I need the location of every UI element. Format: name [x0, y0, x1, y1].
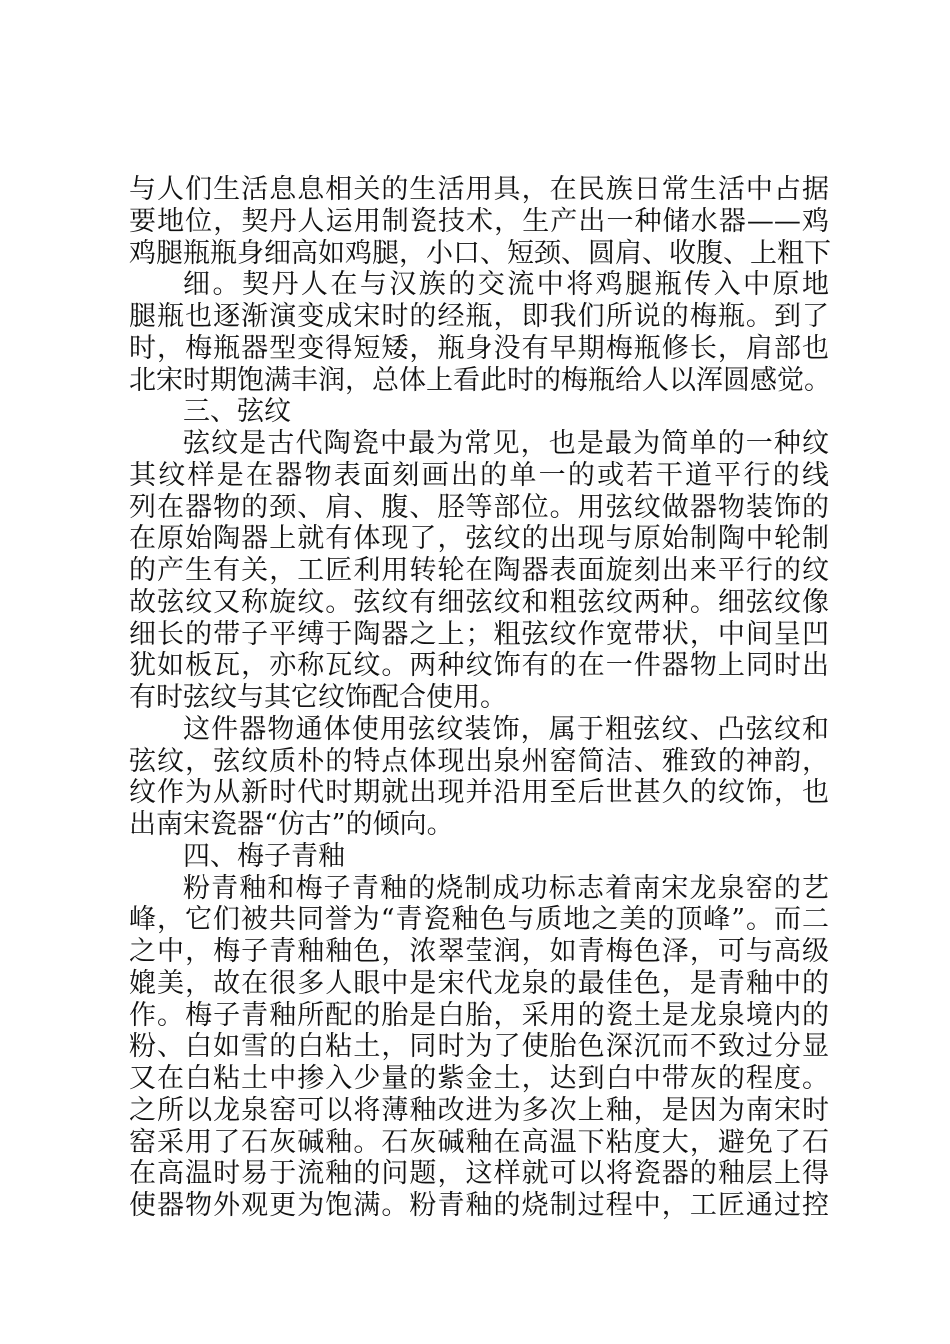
- text-line: 纹作为从新时代时期就出现并沿用至后世甚久的纹饰，也: [129, 777, 829, 809]
- text-line: 粉青釉和梅子青釉的烧制成功标志着南宋龙泉窑的艺: [183, 872, 829, 904]
- text-line: 媲美，故在很多人眼中是宋代龙泉的最佳色，是青釉中的: [129, 967, 829, 999]
- text-line: 弦纹是古代陶瓷中最为常见，也是最为简单的一种纹: [183, 428, 829, 459]
- text-line: 窑采用了石灰碱釉。石灰碱釉在高温下粘度大，避免了石: [129, 1126, 829, 1158]
- text-line: 峰，它们被共同誉为“青瓷釉色与质地之美的顶峰”。而二: [129, 904, 829, 936]
- text-line: 在原始陶器上就有体现了，弦纹的出现与原始制陶中轮制: [129, 523, 829, 555]
- text-line: 鸡腿瓶瓶身细高如鸡腿，小口、短颈、圆肩、收腹、上粗下: [129, 237, 831, 269]
- text-line: 出南宋瓷器“仿古”的倾向。: [129, 809, 454, 840]
- text-line: 粉、白如雪的白粘土，同时为了使胎色深沉而不致过分显: [129, 1031, 829, 1063]
- text-line: 要地位，契丹人运用制瓷技术，生产出一种储水器——鸡: [129, 205, 829, 237]
- text-line: 细长的带子平缚于陶器之上；粗弦纹作宽带状，中间呈凹: [129, 618, 829, 650]
- text-line: 又在白粘土中掺入少量的紫金土，达到白中带灰的程度。: [129, 1063, 829, 1094]
- text-line: 犹如板瓦，亦称瓦纹。两种纹饰有的在一件器物上同时出: [129, 650, 829, 682]
- body-text: [129, 174, 829, 1222]
- text-line: 北宋时期饱满丰润，总体上看此时的梅瓶给人以浑圆感觉。: [129, 364, 831, 396]
- text-line: 弦纹，弦纹质朴的特点体现出泉州窑简洁、雅致的神韵，: [129, 745, 829, 777]
- text-line: 有时弦纹与其它纹饰配合使用。: [129, 682, 507, 713]
- text-line: 作。梅子青釉所配的胎是白胎，采用的瓷土是龙泉境内的: [129, 999, 829, 1031]
- text-line: 其纹样是在器物表面刻画出的单一的或若干道平行的线: [129, 459, 829, 491]
- text-line: 之中，梅子青釉釉色，浓翠莹润，如青梅色泽，可与高级: [129, 936, 829, 967]
- text-line: 列在器物的颈、肩、腹、胫等部位。用弦纹做器物装饰的: [129, 491, 829, 523]
- text-line: 四、梅子青釉: [183, 840, 345, 872]
- text-line: 三、弦纹: [183, 396, 291, 428]
- text-line: 这件器物通体使用弦纹装饰，属于粗弦纹、凸弦纹和: [183, 713, 829, 745]
- text-line: 在高温时易于流釉的问题，这样就可以将瓷器的釉层上得: [129, 1158, 829, 1190]
- text-line: 故弦纹又称旋纹。弦纹有细弦纹和粗弦纹两种。细弦纹像: [129, 586, 829, 618]
- text-line: 细。契丹人在与汉族的交流中将鸡腿瓶传入中原地: [183, 269, 829, 301]
- text-line: 与人们生活息息相关的生活用具，在民族日常生活中占据: [129, 174, 829, 205]
- text-line: 使器物外观更为饱满。粉青釉的烧制过程中，工匠通过控: [129, 1190, 829, 1221]
- text-line: 腿瓶也逐渐演变成宋时的经瓶，即我们所说的梅瓶。到了: [129, 301, 829, 332]
- text-line: 之所以龙泉窑可以将薄釉改进为多次上釉，是因为南宋时: [129, 1094, 829, 1126]
- text-line: 的产生有关，工匠利用转轮在陶器表面旋刻出来平行的纹: [129, 555, 829, 586]
- text-line: 时，梅瓶器型变得短矮，瓶身没有早期梅瓶修长，肩部也: [129, 332, 829, 364]
